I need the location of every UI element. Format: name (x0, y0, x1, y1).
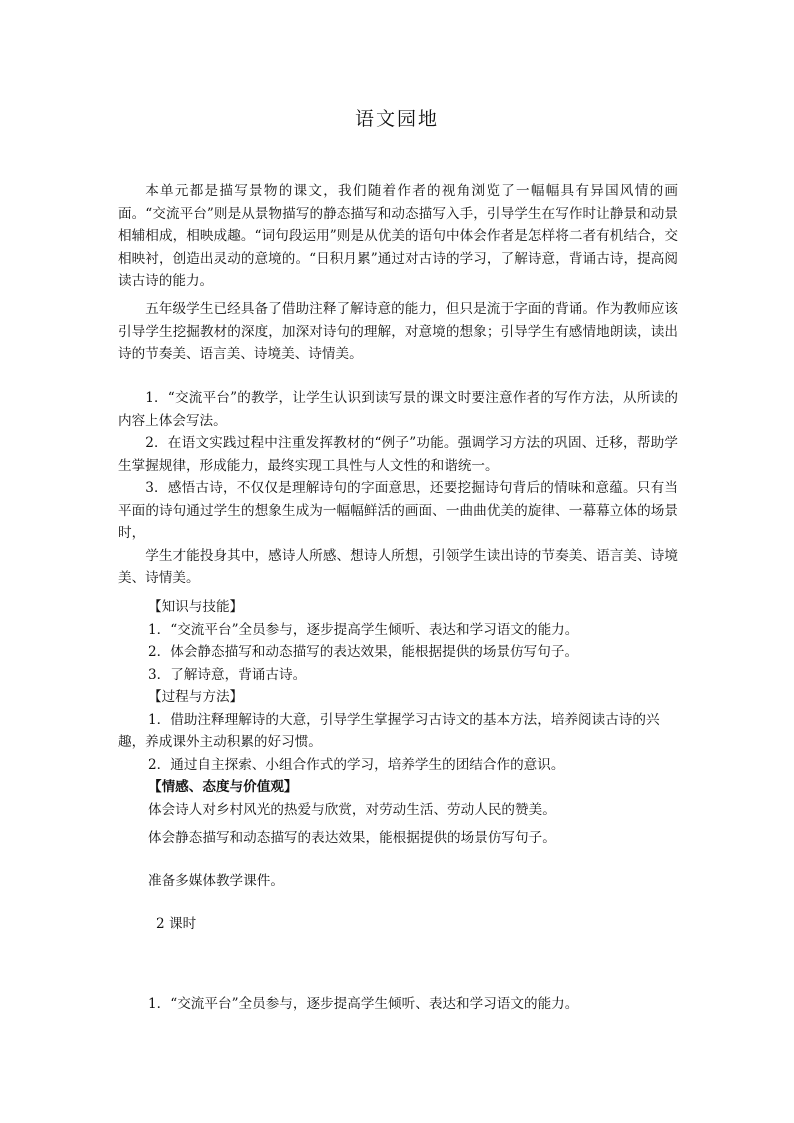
students-paragraph: 五年级学生已经具备了借助注释了解诗意的能力，但只是流于字面的背诵。作为教师应该引导学生挖掘教材的深度，加深对诗句的理解，对意境的想象；引导学生有感情地朗读，读出诗的节奏美、语言美、诗境美、诗情美。 (118, 301, 678, 362)
design-section (118, 387, 678, 590)
knowledge-heading: 【知识与技能】 (148, 599, 244, 615)
design-item-2: 2．在语文实践过程中注重发挥教材的“例子”功能。强调学习方法的巩固、迁移，帮助学生掌握规律，形成能力，最终实现工具性与人文性的和谐统一。 (118, 435, 678, 474)
design-item-3: 3．感悟古诗，不仅仅是理解诗句的字面意思，还要挖掘诗句背后的情味和意蕴。只有当平面的诗句通过学生的想象生成为一幅幅鲜活的画面、一曲曲优美的旋律、一幕幕立体的场景时， (118, 480, 678, 541)
page-title: 语文园地 (354, 108, 439, 130)
intro-paragraph: 本单元都是描写景物的课文，我们随着作者的视角浏览了一幅幅具有异国风情的画面。“交流平台”则是从景物描写的静态描写和动态描写入手，引导学生在写作时让静景和动景相辅相成，相映成趣。“词句段运用”则是从优美的语句中体会作者是怎样将二者有机结合，交相映衬，创造出灵动的意境的。“日积月累”通过对古诗的学习，了解诗意，背诵古诗，提高阅读古诗的能力。 (118, 183, 678, 289)
emotion-text: 体会诗人对乡村风光的热爱与欣赏，对劳动生活、劳动人民的赞美。 (148, 801, 556, 818)
process-item-1: 1．借助注释理解诗的大意，引导学生掌握学习古诗文的基本方法，培养阅读古诗的兴 (148, 711, 660, 728)
preparation-text: 准备多媒体教学课件。 (148, 873, 284, 889)
process-item-2: 2．通过自主探索、小组合作式的学习，培养学生的团结合作的意识。 (148, 756, 565, 773)
knowledge-item-1: 1．“交流平台”全员参与，逐步提高学生倾听、表达和学习语文的能力。 (148, 621, 579, 638)
teaching-process-item: 1．“交流平台”全员参与，逐步提高学生倾听、表达和学习语文的能力。 (148, 996, 579, 1012)
design-item-4: 学生才能投身其中，感诗人所感、想诗人所想，引领学生读出诗的节奏美、语言美、诗境美、诗情美。 (118, 547, 678, 586)
class-hours-text: 2 课时 (156, 916, 197, 932)
knowledge-item-3: 3．了解诗意，背诵古诗。 (148, 666, 307, 683)
students-section (118, 298, 678, 366)
design-item-1: 1．“交流平台”的教学，让学生认识到读写景的课文时要注意作者的写作方法，从所读的内容上体会写法。 (118, 390, 678, 429)
intro-section (118, 180, 678, 293)
process-heading: 【过程与方法】 (148, 689, 244, 705)
objectives-section (118, 596, 678, 821)
process-item-1-cont: 趣，养成课外主动积累的好习惯。 (118, 734, 322, 750)
emotion-heading: 【情感、态度与价值观】 (148, 779, 298, 795)
knowledge-item-2: 2．体会静态描写和动态描写的表达效果，能根据提供的场景仿写句子。 (148, 644, 579, 660)
key-point-text: 体会静态描写和动态描写的表达效果，能根据提供的场景仿写句子。 (148, 830, 556, 846)
